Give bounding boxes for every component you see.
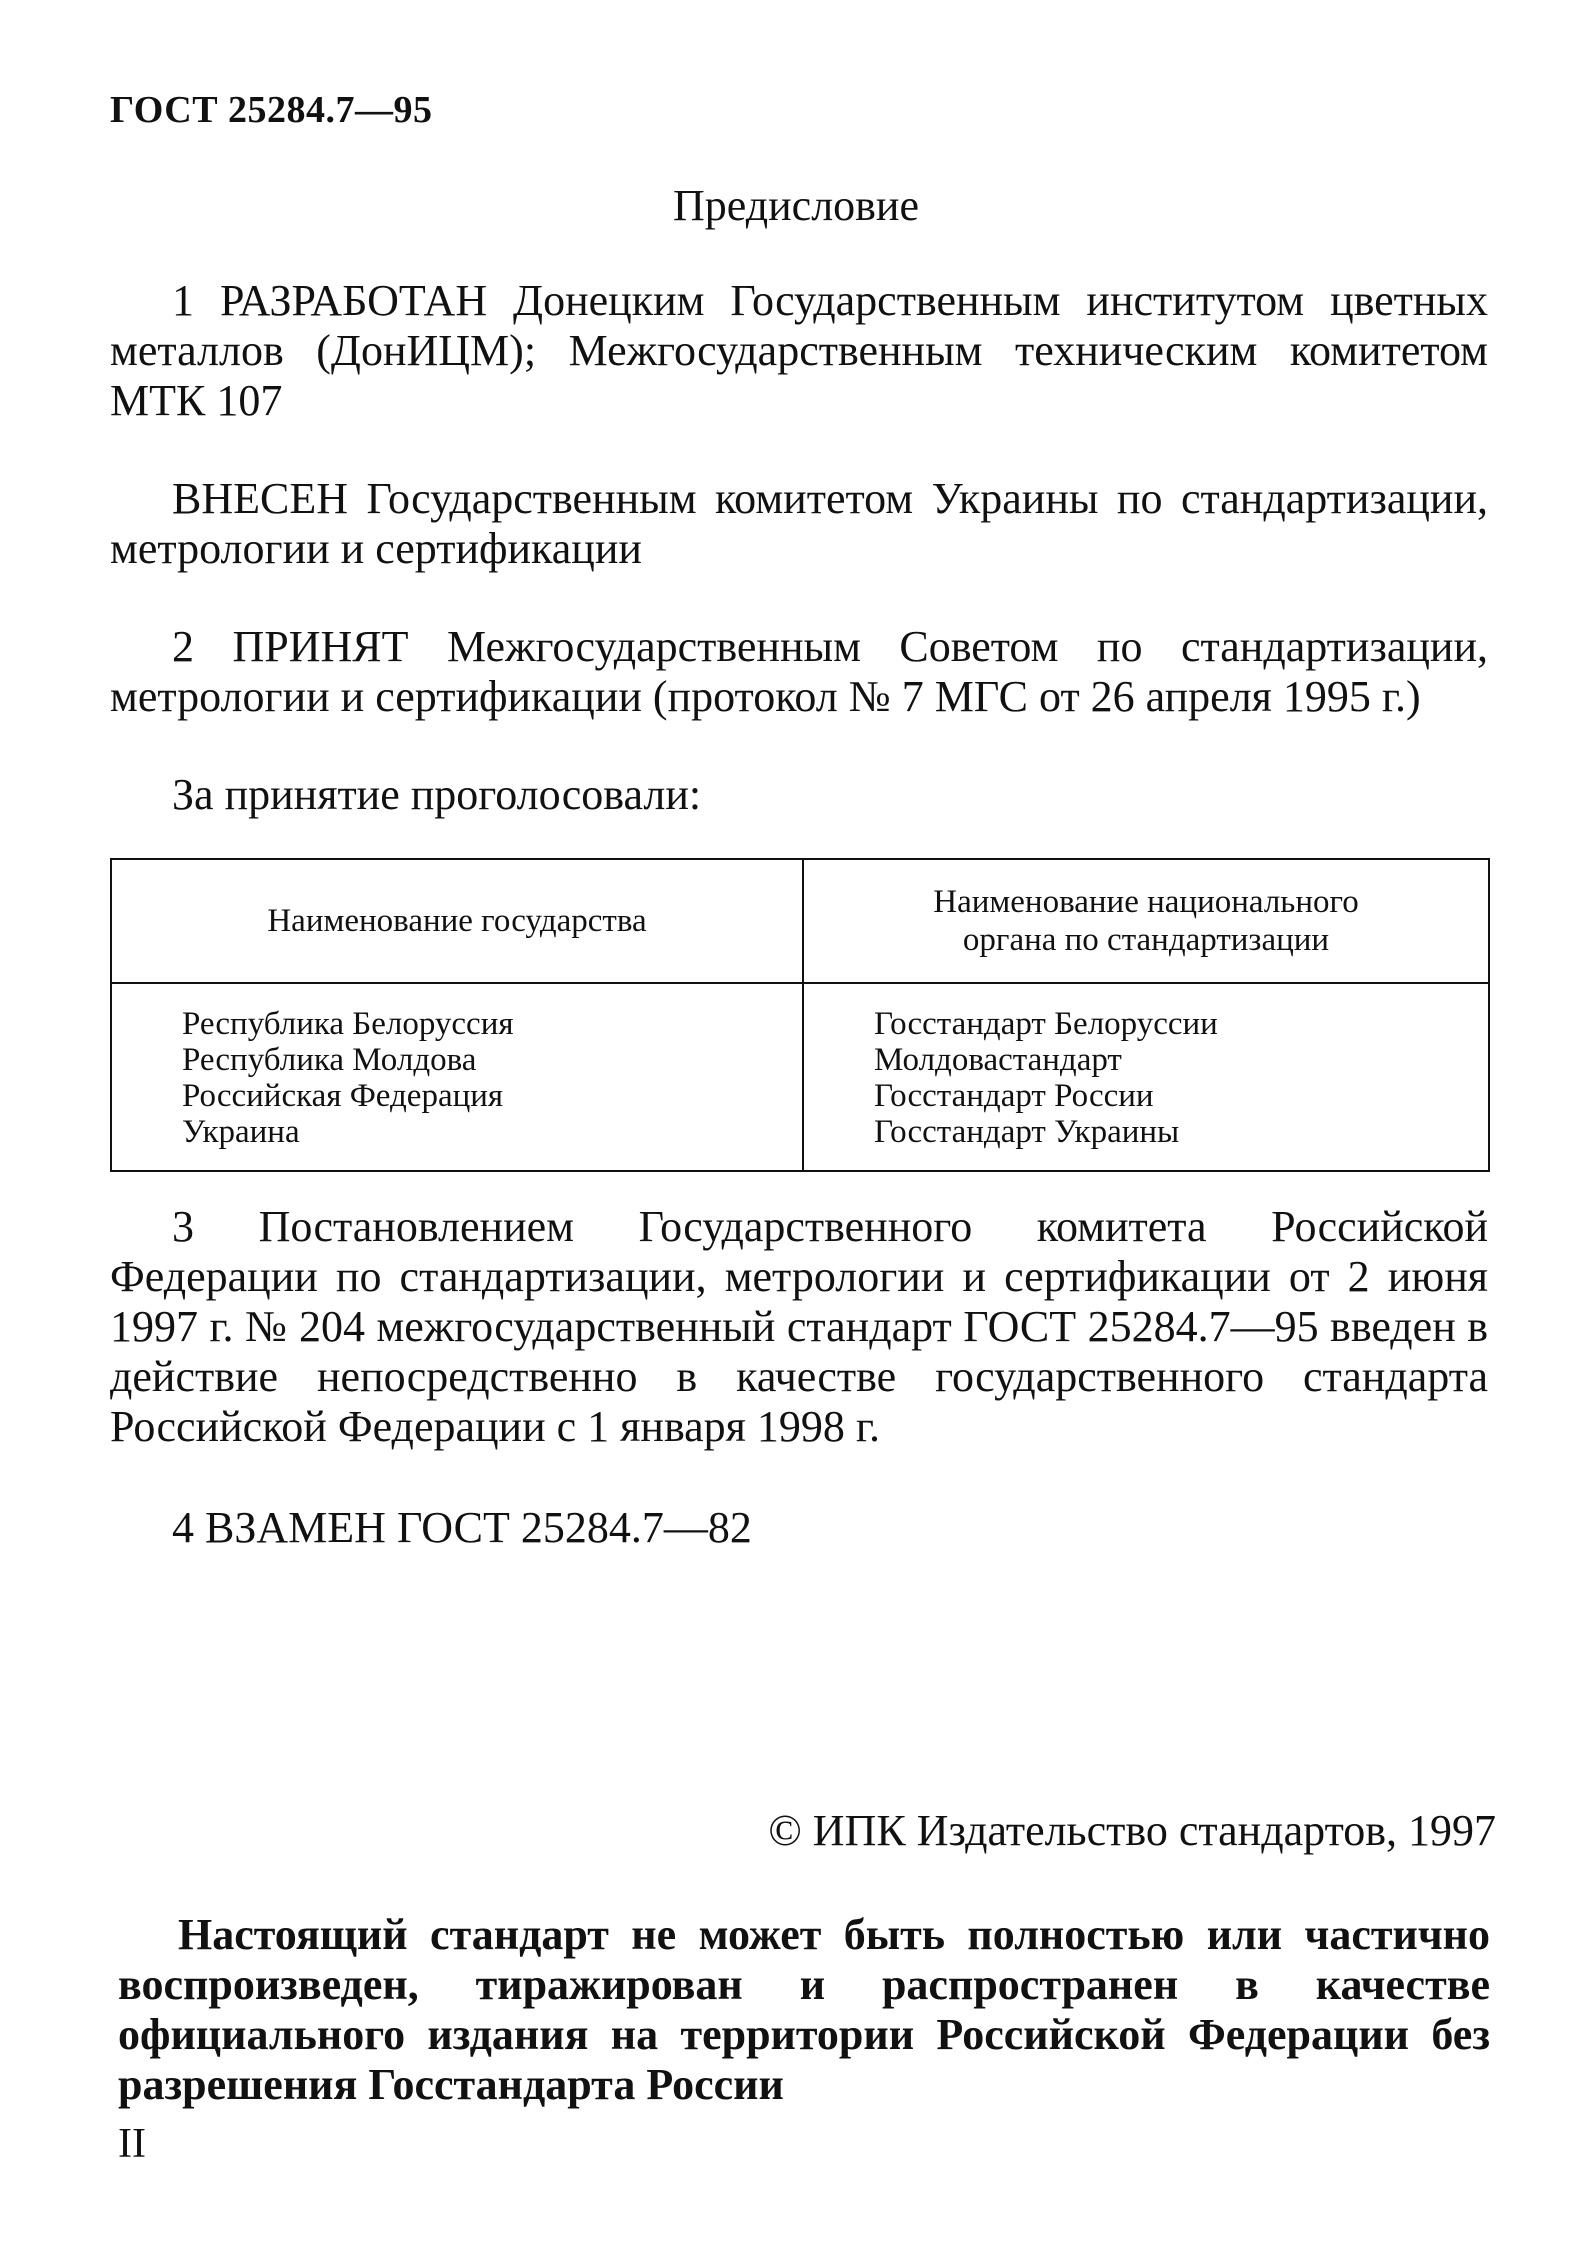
state-list-cell <box>111 983 803 1171</box>
state-name: Республика Белоруссия <box>182 1006 514 1042</box>
body-list-cell <box>803 983 1489 1171</box>
table-header-body-label: Наименование национального органа по стандартизации <box>933 884 1359 958</box>
paragraph-voted-intro: За принятие проголосовали: <box>172 770 702 819</box>
table-row <box>111 983 1489 1171</box>
copyright-line: © ИПК Издательство стандартов, 1997 <box>768 1806 1496 1855</box>
standards-body-name: Молдовастандарт <box>874 1042 1122 1078</box>
reproduction-notice: Настоящий стандарт не может быть полностью или частично воспроизведен, тиражирован и распространен в качестве официального издания на территории Российской Федерации без разрешения Госстандарта России <box>118 1910 1490 2109</box>
paragraph-enactment: 3 Постановлением Государственного комитета Российской Федерации по стандартизации, метрологии и сертификации от 2 июня 1997 г. № 204 межгосударственный стандарт ГОСТ 25284.7—95 введен в действие непосредственно в качестве государственного стандарта Российской Федерации с 1 января 1998 г. <box>110 1202 1488 1451</box>
paragraph-replaces: 4 ВЗАМЕН ГОСТ 25284.7—82 <box>172 1503 752 1552</box>
state-name: Российская Федерация <box>182 1078 504 1114</box>
page-number: II <box>118 2121 146 2167</box>
vote-table <box>110 858 1490 1172</box>
standards-body-name: Госстандарт России <box>874 1078 1154 1114</box>
standards-body-name: Госстандарт Белоруссии <box>874 1006 1218 1042</box>
table-header-body <box>803 859 1489 983</box>
standards-body-name: Госстандарт Украины <box>874 1114 1180 1150</box>
table-header-state: Наименование государства <box>111 859 803 983</box>
state-name: Украина <box>182 1114 300 1150</box>
paragraph-adopted: 2 ПРИНЯТ Межгосударственным Советом по стандартизации, метрологии и сертификации (протокол № 7 МГС от 26 апреля 1995 г.) <box>110 622 1488 721</box>
page-title: Предисловие <box>673 181 919 230</box>
paragraph-developed: 1 РАЗРАБОТАН Донецким Государственным институтом цветных металлов (ДонИЦМ); Межгосударственным техническим комитетом МТК 107 <box>110 276 1488 425</box>
paragraph-introduced: ВНЕСЕН Государственным комитетом Украины по стандартизации, метрологии и сертификации <box>110 474 1488 573</box>
state-name: Республика Молдова <box>182 1042 477 1078</box>
table-header-row <box>111 859 1489 983</box>
standard-code: ГОСТ 25284.7—95 <box>110 89 433 131</box>
